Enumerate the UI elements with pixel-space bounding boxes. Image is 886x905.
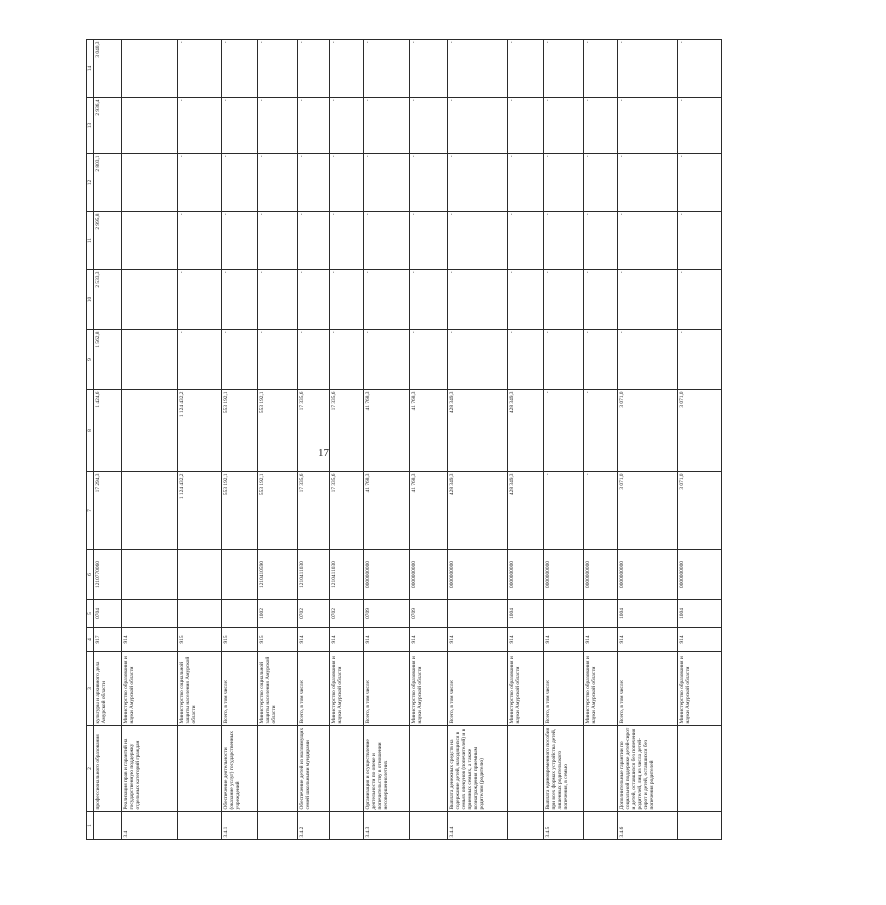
table-cell: 41 768,3 — [410, 390, 448, 472]
table-cell — [222, 550, 258, 600]
table-cell: - — [544, 472, 584, 550]
table-cell: - — [448, 270, 508, 330]
table-cell: профессионального образования — [94, 726, 122, 812]
table-cell: 0709 — [364, 600, 410, 628]
table-cell: - — [330, 270, 364, 330]
table-cell: Всего, в том числе: — [364, 652, 410, 726]
table-cell: - — [258, 98, 298, 154]
table-cell: Дополнительные гарантии по социальной поддержке детей-сирот и детей, оставшихся без попечения родителей, лиц из числа детей-сирот и детей, оставшихся без попечения родителей — [618, 726, 678, 812]
table-cell: 3 040,3 — [94, 40, 122, 98]
table-cell: 2 936,4 — [94, 98, 122, 154]
table-cell — [122, 98, 178, 154]
table-cell — [584, 726, 618, 812]
budget-table — [86, 39, 722, 840]
table-cell: 914 — [410, 628, 448, 652]
table-cell — [508, 726, 544, 812]
table-cell: 914 — [678, 628, 722, 652]
table-row — [122, 40, 178, 840]
column-header: 11 — [87, 212, 94, 270]
column-header: 3 — [87, 652, 94, 726]
table-cell: Обеспечение детей из малоимущих семей школьными мундирами — [298, 726, 330, 812]
table-cell — [330, 812, 364, 840]
table-cell: - — [258, 154, 298, 212]
table-cell: 41 768,3 — [364, 472, 410, 550]
table-cell: 1004 — [678, 600, 722, 628]
column-header: 1 — [87, 812, 94, 840]
table-cell: - — [410, 40, 448, 98]
table-cell: - — [330, 330, 364, 390]
column-header: 5 — [87, 600, 94, 628]
table-cell: 41 768,3 — [364, 390, 410, 472]
table-cell: - — [410, 98, 448, 154]
table-row — [508, 40, 544, 840]
table-cell: - — [584, 154, 618, 212]
table-cell: 1210411030 — [298, 550, 330, 600]
table-cell: Министерство образования и науки Амурской области — [122, 652, 178, 726]
table-cell: 0702 — [330, 600, 364, 628]
column-header: 14 — [87, 40, 94, 98]
table-cell: Организация и осуществление деятельности по опеке и попечительству в отношении несовершеннолетних — [364, 726, 410, 812]
table-cell: 1210410590 — [258, 550, 298, 600]
table-cell: 428 349,3 — [448, 472, 508, 550]
table-cell: Министерство социальной защиты населения Амурской области — [178, 652, 222, 726]
table-cell: - — [298, 154, 330, 212]
table-row — [618, 40, 678, 840]
table-cell: - — [448, 212, 508, 270]
column-header: 10 — [87, 270, 94, 330]
table-cell: Министерство образования и науки Амурской области — [410, 652, 448, 726]
table-cell: 17 335,6 — [330, 472, 364, 550]
table-cell: - — [258, 212, 298, 270]
table-cell — [178, 550, 222, 600]
table-cell: 0000000000 — [678, 550, 722, 600]
table-cell — [330, 726, 364, 812]
table-cell: - — [584, 390, 618, 472]
table-cell: - — [222, 98, 258, 154]
table-cell: - — [448, 98, 508, 154]
table-cell: - — [448, 154, 508, 212]
table-cell — [122, 212, 178, 270]
table-cell: - — [544, 154, 584, 212]
table-cell: 428 349,3 — [448, 390, 508, 472]
header-row — [87, 40, 94, 840]
table-cell: 3.4.3 — [364, 812, 410, 840]
table-cell: - — [584, 212, 618, 270]
table-cell: 0704 — [94, 600, 122, 628]
table-body — [94, 40, 722, 840]
table-cell: 1 424,6 — [94, 390, 122, 472]
table-cell: - — [410, 154, 448, 212]
table-cell: - — [544, 390, 584, 472]
table-cell: 2 803,1 — [94, 154, 122, 212]
table-cell: - — [618, 40, 678, 98]
table-cell — [678, 726, 722, 812]
table-cell — [122, 390, 178, 472]
table-cell: Министерство образования и науки Амурской области — [678, 652, 722, 726]
column-header: 8 — [87, 390, 94, 472]
table-cell: - — [364, 330, 410, 390]
table-cell: 914 — [618, 628, 678, 652]
table-cell: - — [678, 98, 722, 154]
table-cell: 553 192,1 — [222, 472, 258, 550]
table-cell — [508, 812, 544, 840]
table-cell: 914 — [298, 628, 330, 652]
table-cell: 0000000000 — [410, 550, 448, 600]
table-cell: Всего, в том числе: — [544, 652, 584, 726]
table-cell: Всего, в том числе: — [618, 652, 678, 726]
table-cell: 2 995,8 — [94, 212, 122, 270]
table-cell — [94, 812, 122, 840]
table-cell — [122, 40, 178, 98]
table-cell: - — [584, 270, 618, 330]
table-cell: 914 — [448, 628, 508, 652]
table-cell: - — [448, 40, 508, 98]
table-row — [258, 40, 298, 840]
table-cell: 0702 — [298, 600, 330, 628]
table-cell — [122, 154, 178, 212]
table-cell — [410, 726, 448, 812]
table-cell: 17 294,3 — [94, 472, 122, 550]
table-cell — [258, 726, 298, 812]
table-cell — [410, 812, 448, 840]
table-cell: - — [678, 330, 722, 390]
table-cell: - — [584, 330, 618, 390]
table-cell: Всего, в том числе: — [222, 652, 258, 726]
table-cell — [178, 812, 222, 840]
table-cell: 3.4.5 — [544, 812, 584, 840]
table-cell: - — [364, 98, 410, 154]
table-cell: - — [222, 212, 258, 270]
table-cell: 914 — [364, 628, 410, 652]
table-row — [94, 40, 122, 840]
table-cell: 3 071,0 — [618, 390, 678, 472]
table-cell: - — [584, 98, 618, 154]
table-cell: - — [178, 270, 222, 330]
table-row — [448, 40, 508, 840]
table-cell: Министерство образования и науки Амурской области — [508, 652, 544, 726]
table-cell — [584, 812, 618, 840]
table-cell: - — [448, 330, 508, 390]
table-cell: Министерство образования и науки Амурской области — [330, 652, 364, 726]
table-cell: Всего, в том числе: — [298, 652, 330, 726]
table-cell — [258, 812, 298, 840]
table-cell: 0000000000 — [364, 550, 410, 600]
table-cell: 3.4 — [122, 812, 178, 840]
table-cell: - — [258, 40, 298, 98]
table-cell: 428 349,3 — [508, 390, 544, 472]
table-cell: Обеспечение деятельности (оказание услуг) государственных учреждений — [222, 726, 258, 812]
table-cell — [122, 270, 178, 330]
table-cell: - — [364, 212, 410, 270]
table-cell — [178, 600, 222, 628]
table-cell: - — [544, 212, 584, 270]
table-cell: - — [618, 330, 678, 390]
table-cell: - — [618, 212, 678, 270]
table-cell: - — [298, 40, 330, 98]
table-cell: - — [222, 154, 258, 212]
table-cell: 1002 — [258, 600, 298, 628]
table-cell — [122, 550, 178, 600]
table-cell — [678, 812, 722, 840]
table-cell: 1004 — [618, 600, 678, 628]
table-cell: - — [178, 212, 222, 270]
table-row — [410, 40, 448, 840]
table-cell: 914 — [330, 628, 364, 652]
table-cell: - — [508, 154, 544, 212]
table-cell: - — [508, 98, 544, 154]
column-header: 4 — [87, 628, 94, 652]
table-cell — [448, 600, 508, 628]
table-cell: 3 071,0 — [678, 472, 722, 550]
table-cell: 0000000000 — [618, 550, 678, 600]
table-cell: 2 533,3 — [94, 270, 122, 330]
table-row — [298, 40, 330, 840]
table-cell: 553 192,1 — [222, 390, 258, 472]
table-cell: 3.4.4 — [448, 812, 508, 840]
table-cell: 1210770060 — [94, 550, 122, 600]
table-cell — [178, 726, 222, 812]
table-cell: 428 349,3 — [508, 472, 544, 550]
table-cell: - — [618, 154, 678, 212]
table-row — [178, 40, 222, 840]
table-cell: 914 — [122, 628, 178, 652]
table-cell: - — [678, 212, 722, 270]
table-cell: 3 071,0 — [678, 390, 722, 472]
table-cell: - — [508, 40, 544, 98]
column-header: 2 — [87, 726, 94, 812]
table-cell: - — [258, 330, 298, 390]
table-cell: - — [330, 212, 364, 270]
table-cell: - — [258, 270, 298, 330]
table-cell: - — [508, 212, 544, 270]
table-cell: 1 562,8 — [94, 330, 122, 390]
table-cell: 41 768,3 — [410, 472, 448, 550]
table-cell: 553 192,1 — [258, 390, 298, 472]
table-cell: Выплата денежных средств на содержание детей, находящихся в семьях опекунов (попечителей) и в приемных семьях, а также вознаграждения приемным родителям (родителю) — [448, 726, 508, 812]
table-cell: - — [678, 40, 722, 98]
table-cell: - — [410, 330, 448, 390]
table-cell: - — [364, 270, 410, 330]
column-header: 7 — [87, 472, 94, 550]
column-header: 9 — [87, 330, 94, 390]
table-cell: 915 — [258, 628, 298, 652]
table-cell: 17 335,6 — [330, 390, 364, 472]
rotated-budget-table-container — [86, 41, 886, 840]
column-header: 6 — [87, 550, 94, 600]
page-number: 17 — [318, 447, 329, 459]
table-cell: - — [618, 98, 678, 154]
table-cell: 914 — [584, 628, 618, 652]
table-cell: - — [178, 330, 222, 390]
table-cell: - — [298, 270, 330, 330]
table-cell: - — [544, 330, 584, 390]
column-header: 12 — [87, 154, 94, 212]
table-cell — [222, 600, 258, 628]
table-cell: - — [508, 330, 544, 390]
table-cell: - — [222, 40, 258, 98]
table-cell: - — [618, 270, 678, 330]
table-cell: - — [178, 40, 222, 98]
table-cell — [122, 330, 178, 390]
table-cell: 0000000000 — [584, 550, 618, 600]
table-cell: - — [678, 154, 722, 212]
table-cell: - — [298, 98, 330, 154]
table-cell: 0709 — [410, 600, 448, 628]
table-row — [678, 40, 722, 840]
table-cell: - — [678, 270, 722, 330]
table-cell: 0000000000 — [448, 550, 508, 600]
table-cell: 3.4.2 — [298, 812, 330, 840]
table-cell: 914 — [508, 628, 544, 652]
table-cell: 1004 — [508, 600, 544, 628]
table-cell: - — [364, 40, 410, 98]
table-cell: - — [178, 98, 222, 154]
table-cell: 17 335,6 — [298, 472, 330, 550]
table-row — [364, 40, 410, 840]
table-cell: Министерство социальной защиты населения Амурской области — [258, 652, 298, 726]
table-cell: 914 — [544, 628, 584, 652]
table-cell: 3 071,0 — [618, 472, 678, 550]
table-cell: - — [330, 154, 364, 212]
table-row — [330, 40, 364, 840]
table-cell: - — [584, 40, 618, 98]
table-cell: - — [508, 270, 544, 330]
table-row — [222, 40, 258, 840]
table-cell: Выплата единовременного пособия при всех формах устройства детей, лишенных родительского попечения, в семью — [544, 726, 584, 812]
table-cell: 3.4.1 — [222, 812, 258, 840]
table-cell: 17 335,6 — [298, 390, 330, 472]
column-header: 13 — [87, 98, 94, 154]
table-cell — [122, 472, 178, 550]
table-cell: 0000000000 — [544, 550, 584, 600]
table-cell: Министерство образования и науки Амурской области — [584, 652, 618, 726]
table-cell — [584, 600, 618, 628]
table-cell: 915 — [222, 628, 258, 652]
table-row — [544, 40, 584, 840]
table-cell: 1 124 432,2 — [178, 472, 222, 550]
table-row — [584, 40, 618, 840]
table-cell — [122, 600, 178, 628]
table-cell: - — [222, 330, 258, 390]
table-cell: - — [178, 154, 222, 212]
table-cell: - — [330, 98, 364, 154]
table-cell: - — [298, 330, 330, 390]
table-cell: 553 192,1 — [258, 472, 298, 550]
table-cell: 1210411030 — [330, 550, 364, 600]
table-cell: - — [544, 40, 584, 98]
table-cell: 917 — [94, 628, 122, 652]
table-cell: - — [330, 40, 364, 98]
table-cell: - — [298, 212, 330, 270]
table-cell: - — [222, 270, 258, 330]
table-cell: Реализация прав и гарантий на государственную поддержку отдельных категорий граждан — [122, 726, 178, 812]
table-cell: 915 — [178, 628, 222, 652]
table-cell: - — [410, 270, 448, 330]
table-cell: 3.4.6 — [618, 812, 678, 840]
table-cell — [544, 600, 584, 628]
table-cell: - — [544, 98, 584, 154]
table-cell: - — [410, 212, 448, 270]
table-cell: Всего, в том числе: — [448, 652, 508, 726]
table-cell: - — [544, 270, 584, 330]
table-cell: - — [584, 472, 618, 550]
table-cell: - — [364, 154, 410, 212]
table-cell: 1 124 432,2 — [178, 390, 222, 472]
table-cell: культуры и архивного дела Амурской области — [94, 652, 122, 726]
table-cell: 0000000000 — [508, 550, 544, 600]
